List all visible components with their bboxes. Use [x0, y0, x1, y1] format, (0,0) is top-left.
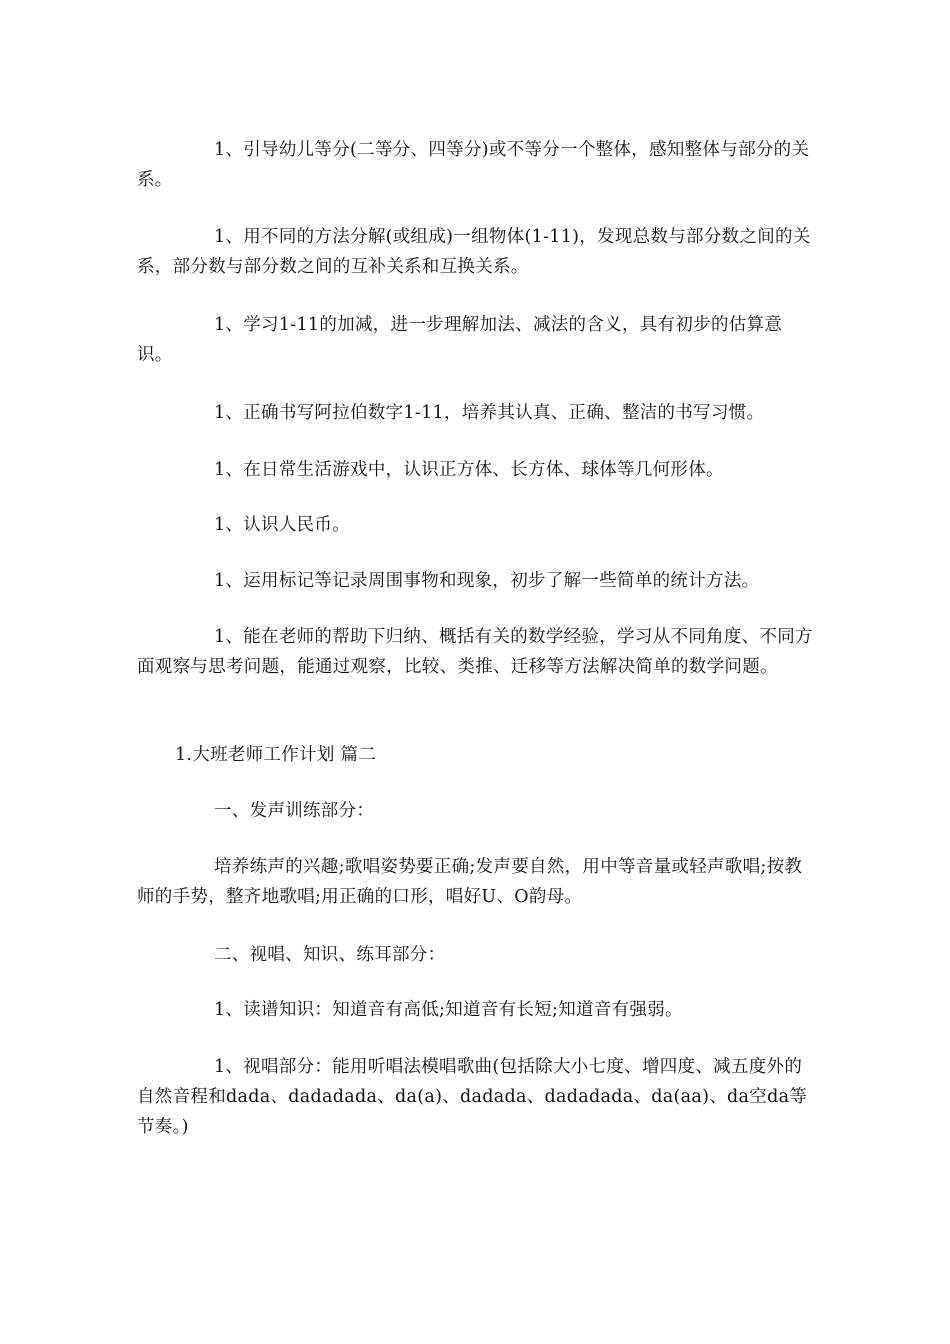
paragraph-7: 1、运用标记等记录周围事物和现象，初步了解一些简单的统计方法。	[214, 571, 760, 591]
paragraph-6: 1、认识人民币。	[214, 515, 351, 535]
paragraph-sight-singing: 1、视唱部分：能用听唱法模唱歌曲(包括除大小七度、增四度、减五度外的自然音程和dada、dadadada、da(a)、dadada、dadadada、da(aa)、da空da等节奏。)	[137, 1057, 808, 1137]
paragraph-4: 1、正确书写阿拉伯数字1-11，培养其认真、正确、整洁的书写习惯。	[214, 403, 765, 423]
paragraph-3: 1、学习1-11的加减，进一步理解加法、减法的含义，具有初步的估算意识。	[137, 315, 783, 365]
paragraph-8: 1、能在老师的帮助下归纳、概括有关的数学经验，学习从不同角度、不同方面观察与思考问题，能通过观察，比较、类推、迁移等方法解决简单的数学问题。	[137, 627, 813, 677]
subheading-sight-singing: 二、视唱、知识、练耳部分：	[214, 945, 446, 965]
paragraph-5: 1、在日常生活游戏中，认识正方体、长方体、球体等几何形体。	[214, 460, 724, 480]
paragraph-1: 1、引导幼儿等分(二等分、四等分)或不等分一个整体，感知整体与部分的关系。	[137, 140, 810, 190]
paragraph-vocal-training: 培养练声的兴趣;歌唱姿势要正确;发声要自然，用中等音量或轻声歌唱;按教师的手势，整齐地歌唱;用正确的口形，唱好U、O韵母。	[137, 857, 803, 907]
paragraph-2: 1、用不同的方法分解(或组成)一组物体(1-11)，发现总数与部分数之间的关系，部分数与部分数之间的互补关系和互换关系。	[137, 227, 811, 277]
subheading-vocal-training: 一、发声训练部分：	[214, 801, 375, 821]
paragraph-reading-music: 1、读谱知识：知道音有高低;知道音有长短;知道音有强弱。	[214, 1000, 683, 1020]
section-heading: 1.大班老师工作计划 篇二	[175, 745, 377, 765]
